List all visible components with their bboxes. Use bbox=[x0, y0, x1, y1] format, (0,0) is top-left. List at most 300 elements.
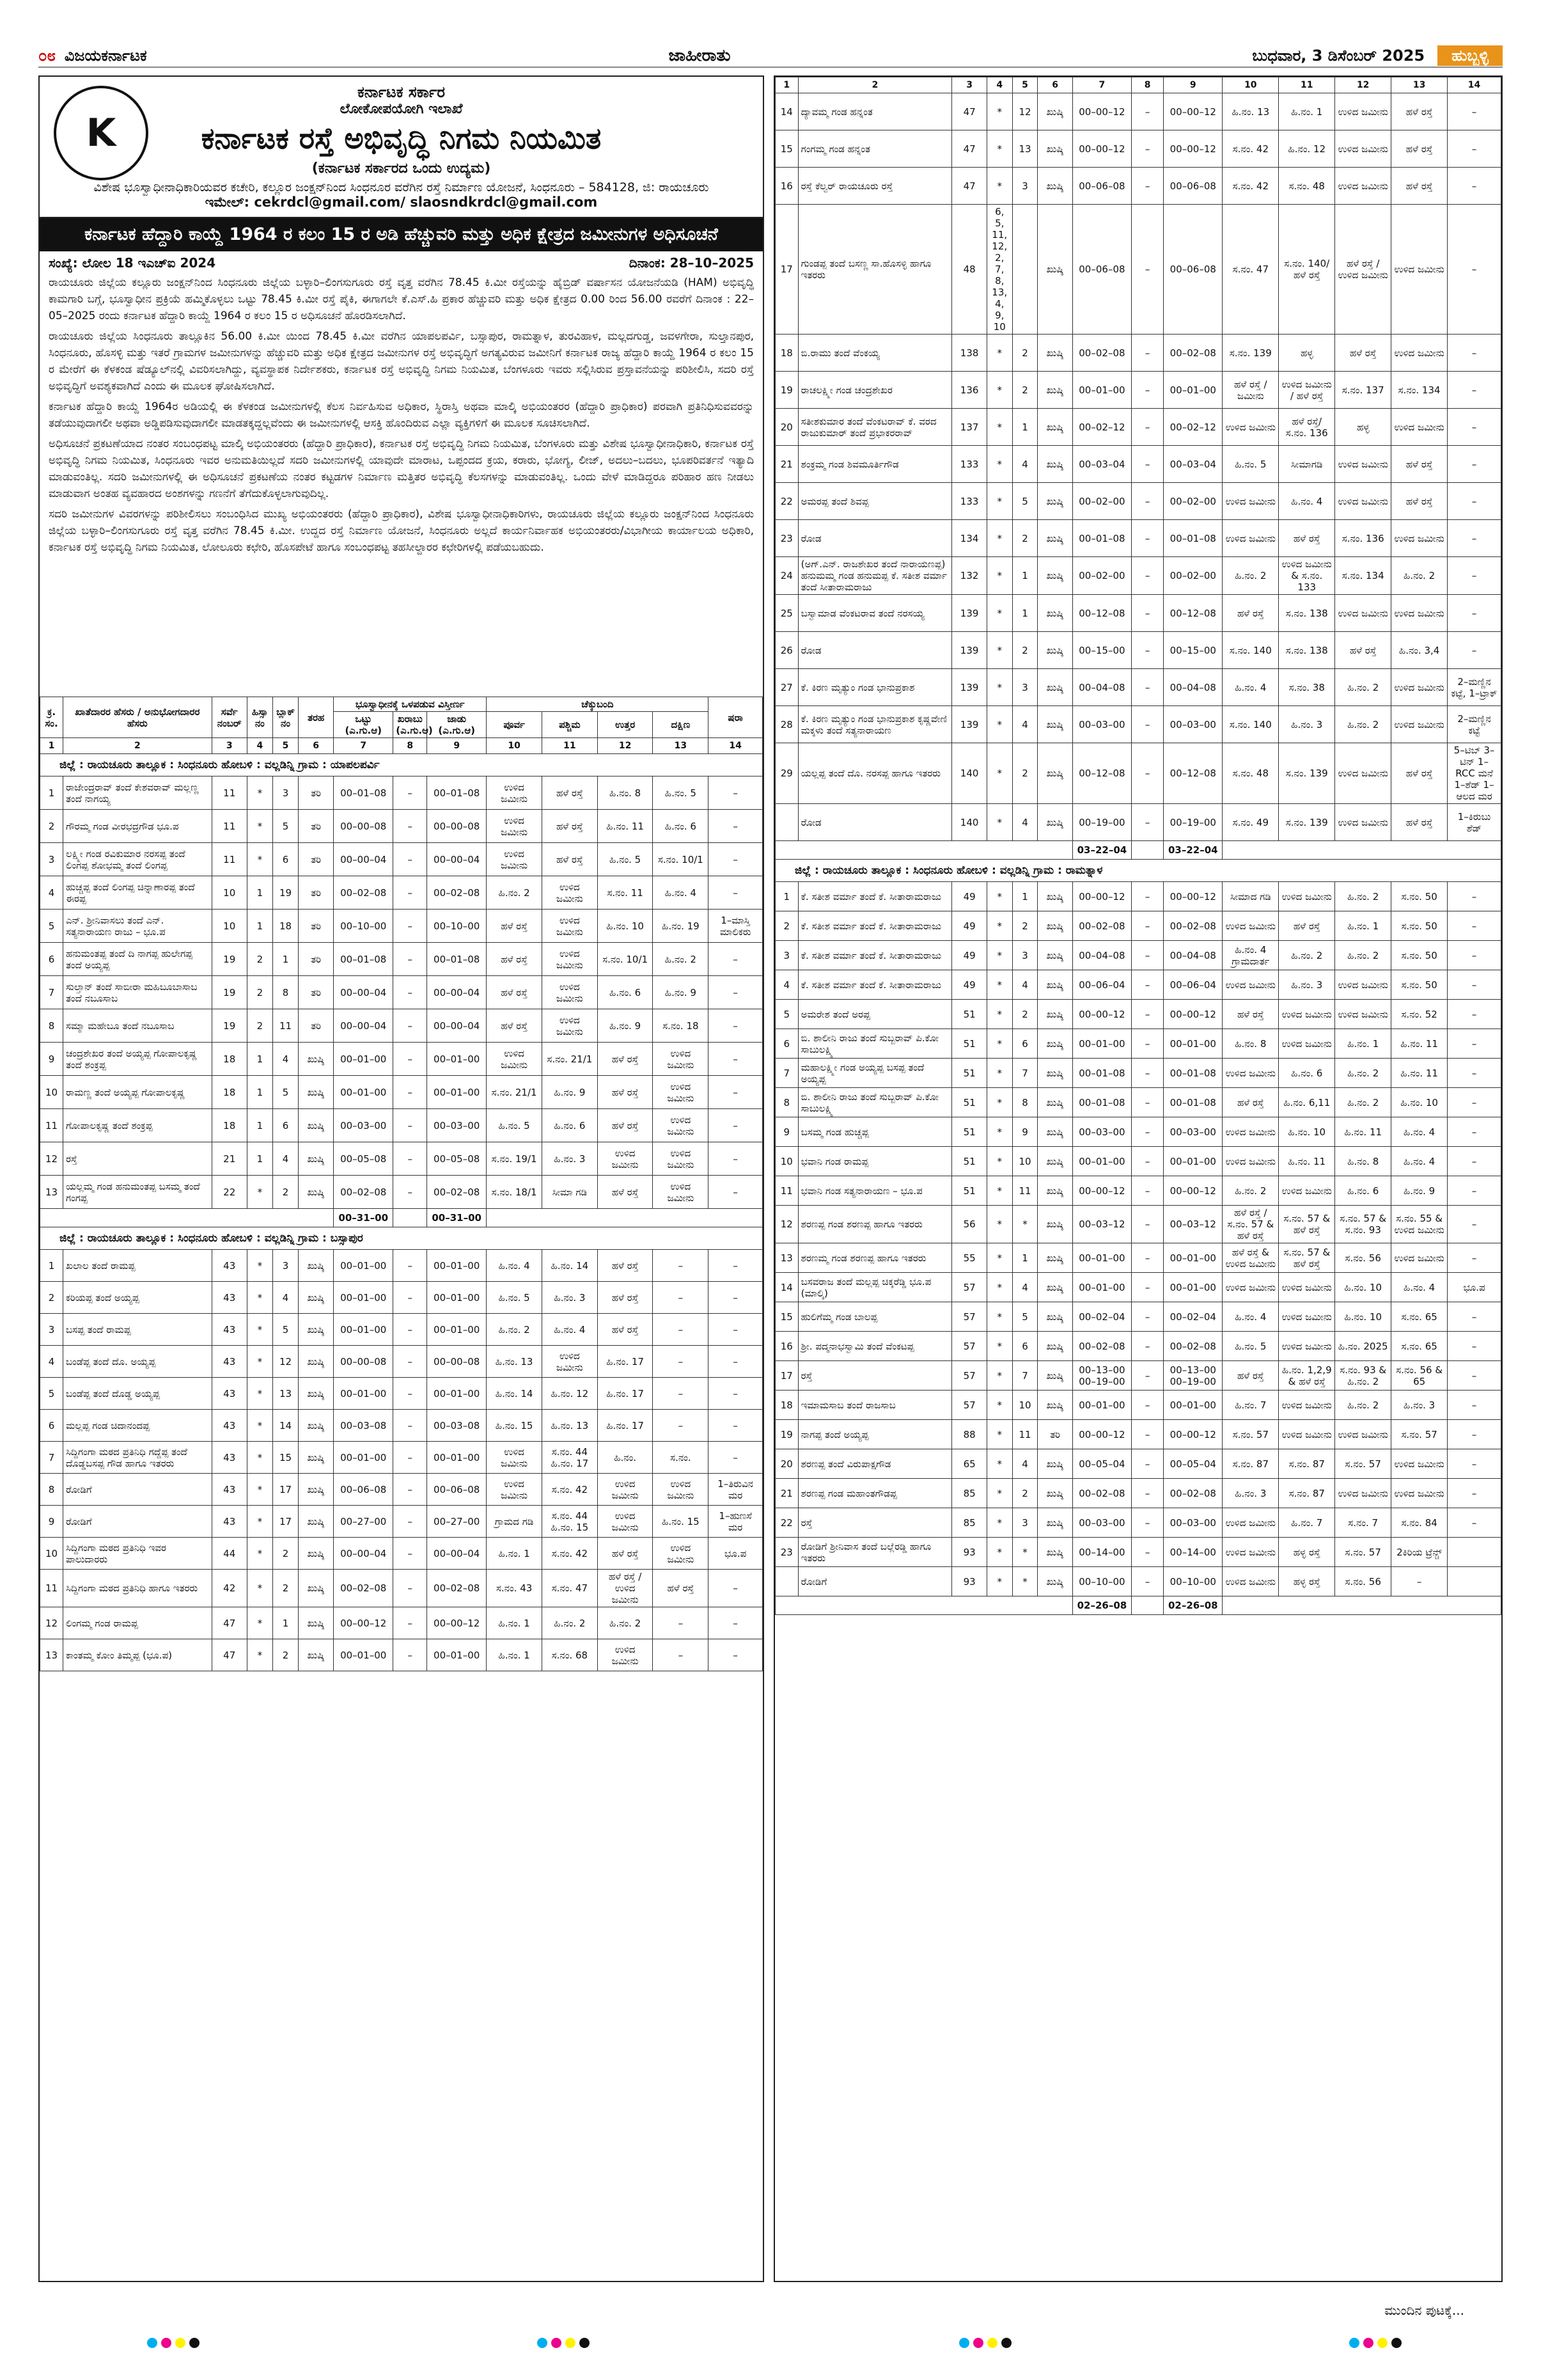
table-cell: * bbox=[247, 1250, 272, 1282]
section-title: ಜಾಹೀರಾತು bbox=[650, 46, 750, 66]
table-cell: * bbox=[987, 1538, 1012, 1567]
table-cell: ಹಿ.ನಂ. 11 bbox=[1279, 1147, 1335, 1176]
table-cell: 00–02–12 bbox=[1164, 409, 1223, 446]
column-number: 8 bbox=[1131, 77, 1163, 93]
table-cell: * bbox=[987, 446, 1012, 483]
table-cell: ಉಳಿದ ಜಮೀನು bbox=[1391, 205, 1448, 335]
table-cell: 00–02–08 bbox=[427, 1176, 487, 1209]
table-cell: ಹಳೆ ರಸ್ತೆ bbox=[597, 1250, 653, 1282]
table-cell: – bbox=[653, 1607, 708, 1639]
table-cell: ಸ.ನಂ. 42 bbox=[542, 1538, 597, 1570]
table-cell: 5 bbox=[40, 1378, 63, 1410]
table-cell: ಖುಷ್ಕಿ bbox=[1038, 1029, 1072, 1059]
table-cell: ಗೋಪಾಲಕೃಷ್ಣ ತಂದೆ ಶಂಕ್ರಪ್ಪ bbox=[63, 1109, 212, 1142]
table-cell: 42 bbox=[212, 1570, 247, 1607]
col-net: ಜಾಡು (ಎ.ಗು.ಆ) bbox=[427, 712, 487, 738]
table-cell: – bbox=[1131, 1059, 1163, 1088]
table-cell: * bbox=[987, 804, 1012, 841]
table-cell: * bbox=[987, 1567, 1012, 1596]
table-cell: 15 bbox=[776, 1302, 799, 1332]
table-cell: – bbox=[1448, 1147, 1501, 1176]
table-cell: ಉಳಿದ ಜಮೀನು bbox=[1279, 1302, 1335, 1332]
table-cell: * bbox=[987, 1117, 1012, 1147]
table-cell: ಹಿ.ನಂ. 4 bbox=[1223, 1302, 1279, 1332]
table-cell: ಹಳ್ಳ bbox=[1279, 335, 1335, 372]
table-cell: ಸ.ನಂ. 139 bbox=[1279, 743, 1335, 804]
table-cell: 19 bbox=[212, 943, 247, 976]
table-cell: ಉಳಿದ ಜಮೀನು bbox=[1279, 1332, 1335, 1361]
table-cell: – bbox=[393, 1076, 427, 1109]
table-row bbox=[40, 1282, 763, 1314]
table-cell: * bbox=[987, 1391, 1012, 1420]
table-cell: ಸ.ನಂ. 138 bbox=[1279, 632, 1335, 669]
table-cell: ಉಳಿದ ಜಮೀನು bbox=[1335, 93, 1391, 130]
table-cell: 139 bbox=[952, 632, 987, 669]
table-cell: – bbox=[1448, 1420, 1501, 1449]
table-cell: 00–01–00 bbox=[334, 1314, 393, 1346]
table-row bbox=[776, 1273, 1501, 1302]
table-cell: ಉಳಿದ ಜಮೀನು bbox=[1335, 1000, 1391, 1029]
table-cell: 19 bbox=[212, 976, 247, 1009]
table-row bbox=[776, 557, 1501, 595]
cyan-dot-icon bbox=[537, 2338, 547, 2348]
yellow-dot-icon bbox=[1377, 2338, 1388, 2348]
table-cell: * bbox=[987, 632, 1012, 669]
table-cell: ಸೀಮಾಗಡಿ bbox=[1279, 446, 1335, 483]
table-cell: 00–01–00 bbox=[334, 1076, 393, 1109]
table-cell: ಖುಷ್ಕಿ bbox=[1038, 1117, 1072, 1147]
table-cell: 00–03–04 bbox=[1072, 446, 1131, 483]
table-row bbox=[776, 520, 1501, 557]
table-cell: – bbox=[1131, 882, 1163, 911]
table-cell: 11 bbox=[212, 776, 247, 810]
table-cell: 00–15–00 bbox=[1164, 632, 1223, 669]
color-registration-marks bbox=[147, 2338, 199, 2348]
table-cell: ಸೀಮಾದ ಗಡಿ bbox=[1223, 882, 1279, 911]
table-cell: 10 bbox=[40, 1538, 63, 1570]
para: ಕರ್ನಾಟಕ ಹೆದ್ದಾರಿ ಕಾಯ್ದೆ 1964ರ ಅಡಿಯಲ್ಲಿ ಈ ಕೆಳಕಂಡ ಜಮೀನುಗಳಲ್ಲಿ ಕೆಲಸ ನಿರ್ವಹಿಸುವ ಅಧಿಕಾರ, ಸ್ಥಿರಾಸ್ತಿ ಅಥವಾ ಮಾಲ್ಕಿ ಅಭಿಯಂತರರ (ಹೆದ್ದಾರಿ ಪ್ರಾಧಿಕಾರ) ಪರವಾಗಿ ಪ್ರತಿನಿಧಿಸುವವರನ್ನು ತಡೆಯುವುದಾಗಲೀ ಅಥವಾ ಅಡ್ಡಿಪಡಿಸುವುದಾಗಲೀ ಮಾಡತಕ್ಕದ್ದಲ್ಲವೆಂದು ಈ ಜಮೀನುಗಳಲ್ಲಿ ಆಸಕ್ತಿ ಹೊಂದಿರುವ ಎಲ್ಲಾ ವ್ಯಕ್ತಿಗಳಿಗೆ ಈ ಮೂಲಕ ಸೂಚಿಸಲಾಗಿದೆ. bbox=[49, 400, 755, 430]
table-cell: ಹಳ್ಳ bbox=[1335, 409, 1391, 446]
table-cell: – bbox=[1131, 941, 1163, 970]
table-cell: ಹಳೆ ರಸ್ತೆ bbox=[1391, 130, 1448, 168]
table-cell: ಖುಷ್ಕಿ bbox=[299, 1410, 334, 1442]
table-cell: ಹಿ.ನಂ. 2 bbox=[653, 943, 708, 976]
column-number: 8 bbox=[393, 738, 427, 754]
table-row bbox=[776, 911, 1501, 941]
table-row bbox=[40, 1109, 763, 1142]
table-cell: – bbox=[708, 1176, 763, 1209]
table-cell: – bbox=[1448, 911, 1501, 941]
table-cell: ಸ.ನಂ. 136 bbox=[1335, 520, 1391, 557]
table-cell: 00–01–00 bbox=[1072, 1029, 1131, 1059]
table-cell: 13 bbox=[40, 1176, 63, 1209]
table-cell: ಉಳಿದ ಜಮೀನು bbox=[1335, 970, 1391, 1000]
table-cell: ಉಳಿದ ಜಮೀನು bbox=[1223, 483, 1279, 520]
table-cell: ಖುಷ್ಕಿ bbox=[299, 1639, 334, 1671]
table-cell: ಸ.ನಂ. 19/1 bbox=[487, 1142, 542, 1176]
table-cell: 00–02–08 bbox=[1164, 1479, 1223, 1508]
table-cell: – bbox=[1448, 1391, 1501, 1420]
table-cell: 00–03–00 bbox=[1164, 706, 1223, 743]
table-cell: 19 bbox=[776, 1420, 799, 1449]
table-cell: ಹಿ.ನಂ. 4 bbox=[487, 1250, 542, 1282]
table-cell: 00–00–12 bbox=[1164, 1420, 1223, 1449]
table-cell: – bbox=[1448, 1000, 1501, 1029]
table-cell: ಖುಷ್ಕಿ bbox=[299, 1314, 334, 1346]
table-cell: ಖುಷ್ಕಿ bbox=[299, 1076, 334, 1109]
table-cell: 00–10–00 bbox=[427, 910, 487, 943]
table-cell: 10 bbox=[1012, 1147, 1038, 1176]
table-cell: 1–ಹುಣಸೆ ಮರ bbox=[708, 1506, 763, 1538]
table-cell: ಹಿ.ನಂ. 2025 bbox=[1335, 1332, 1391, 1361]
table-cell: 9 bbox=[40, 1043, 63, 1076]
table-cell: 00–02–08 bbox=[1072, 1332, 1131, 1361]
table-cell: 8 bbox=[776, 1088, 799, 1117]
table-cell: ಉಳಿದ ಜಮೀನು bbox=[487, 776, 542, 810]
table-cell: – bbox=[1131, 1273, 1163, 1302]
table-cell: ಹಳ್ಳ ರಸ್ತೆ bbox=[1279, 1538, 1335, 1567]
table-cell: 14 bbox=[776, 93, 799, 130]
table-cell: 1 bbox=[1012, 882, 1038, 911]
table-cell: ಸ.ನಂ. 56 & 65 bbox=[1391, 1361, 1448, 1391]
table-cell: – bbox=[393, 1639, 427, 1671]
table-row bbox=[40, 1639, 763, 1671]
table-cell: ಸ.ನಂ. 38 bbox=[1279, 669, 1335, 706]
table-cell: ಭವಾನಿ ಗಂಡ ಸತ್ಯನಾರಾಯಣ – ಭೂ.ಪ bbox=[798, 1176, 952, 1206]
col-sl: ಕ್ರ. ಸಂ. bbox=[40, 697, 63, 738]
column-number-row bbox=[776, 77, 1501, 93]
color-registration-marks bbox=[1349, 2338, 1402, 2348]
table-cell: 00–01–08 bbox=[1164, 1088, 1223, 1117]
table-cell: * bbox=[247, 1378, 272, 1410]
table-cell: – bbox=[1448, 557, 1501, 595]
table-cell: ಹಳೆ ರಸ್ತೆ bbox=[1391, 93, 1448, 130]
table-cell: 47 bbox=[952, 168, 987, 205]
table-row bbox=[776, 1000, 1501, 1029]
table-cell: ಹಳೆ ರಸ್ತೆ bbox=[1223, 595, 1279, 632]
table-cell: * bbox=[987, 93, 1012, 130]
table-cell: 1 bbox=[247, 1076, 272, 1109]
table-cell: 49 bbox=[952, 911, 987, 941]
table-cell: * bbox=[247, 1442, 272, 1474]
table-cell: 139 bbox=[952, 669, 987, 706]
table-cell: ಶರಣಪ್ಪ ತಂದೆ ವಿರುಪಾಕ್ಷಗೌಡ bbox=[798, 1449, 952, 1479]
table-row bbox=[40, 943, 763, 976]
table-cell: ಸ.ನಂ. 7 bbox=[1335, 1508, 1391, 1538]
table-cell: 00–01–00 bbox=[427, 1378, 487, 1410]
table-row bbox=[776, 743, 1501, 804]
table-cell: – bbox=[1448, 595, 1501, 632]
table-cell: ಉಳಿದ ಜಮೀನು bbox=[1223, 520, 1279, 557]
table-cell: 47 bbox=[212, 1607, 247, 1639]
black-dot-icon bbox=[579, 2338, 590, 2348]
table-cell: ಹಳೆ ರಸ್ತೆ/ಸ.ನಂ. 136 bbox=[1279, 409, 1335, 446]
table-cell: * bbox=[247, 1282, 272, 1314]
table-cell: ಹಿ.ನಂ. 9 bbox=[653, 976, 708, 1009]
table-cell: ಹಿ.ನಂ. 10 bbox=[597, 910, 653, 943]
table-row bbox=[776, 1302, 1501, 1332]
table-cell: 2 bbox=[1012, 1479, 1038, 1508]
total-value: 02–26–08 bbox=[1164, 1596, 1223, 1615]
column-number: 5 bbox=[1012, 77, 1038, 93]
table-cell: – bbox=[393, 976, 427, 1009]
table-cell: 00–01–00 bbox=[334, 1378, 393, 1410]
table-cell: 00–02–08 bbox=[1164, 1332, 1223, 1361]
table-cell: – bbox=[393, 843, 427, 876]
table-cell: ಸ.ನಂ. 50 bbox=[1391, 941, 1448, 970]
table-cell: (ಅಗ್.ಎನ್. ರಾಜಶೇಖರ ತಂದೆ ನಾರಾಯಣಪ್ಪ) ಹನುಮಮ್ಮ ಗಂಡ ಹನುಮಪ್ಪ ಕೆ. ಸತೀಶ ವರ್ಮಾ ತಂದೆ ಸೀತಾರಾಮರಾಜು bbox=[798, 557, 952, 595]
table-cell: – bbox=[653, 1378, 708, 1410]
table-cell: ಚಂದ್ರಶೇಖರ ತಂದೆ ಅಯ್ಯಪ್ಪ ಗೋಪಾಲಕೃಷ್ಣ ತಂದೆ ಶಂಕ್ರಪ್ಪ bbox=[63, 1043, 212, 1076]
table-cell: ಸ.ನಂ. 42 bbox=[1223, 130, 1279, 168]
table-cell: ಸ.ನಂ. 57 & ಹಳೆ ರಸ್ತೆ bbox=[1279, 1243, 1335, 1273]
corp-name: ಕರ್ನಾಟಕ ರಸ್ತೆ ಅಭಿವೃದ್ಧಿ ನಿಗಮ ನಿಯಮಿತ bbox=[201, 121, 602, 155]
table-cell: 1 bbox=[40, 1250, 63, 1282]
table-cell: 00–01–08 bbox=[334, 943, 393, 976]
table-cell: 18 bbox=[212, 1109, 247, 1142]
table-cell: ಉಳಿದ ಜಮೀನು bbox=[1223, 970, 1279, 1000]
table-cell: ಸ.ನಂ. 50 bbox=[1391, 911, 1448, 941]
column-number: 6 bbox=[299, 738, 334, 754]
table-cell: – bbox=[393, 1176, 427, 1209]
table-cell: – bbox=[708, 1076, 763, 1109]
table-cell: 00–01–00 bbox=[1164, 1243, 1223, 1273]
table-row bbox=[776, 1029, 1501, 1059]
table-cell: – bbox=[708, 843, 763, 876]
table-cell: – bbox=[393, 1314, 427, 1346]
table-cell: 133 bbox=[952, 446, 987, 483]
table-cell: ಹಿ.ನಂ. 3 bbox=[542, 1142, 597, 1176]
table-row bbox=[40, 1506, 763, 1538]
table-cell: ಗುಂಡಪ್ಪ ತಂದೆ ಬಸಣ್ಣ ಸಾ.ಹೊಸಳ್ಳಿ ಹಾಗೂ ಇತರರು bbox=[798, 205, 952, 335]
table-cell: 2ಕಿರಿಯ ಟ್ರೆನ್ಚ್ bbox=[1391, 1538, 1448, 1567]
table-cell: ಹಿ.ನಂ. 4 ಗ್ರಾಮದಾರ್ತ bbox=[1223, 941, 1279, 970]
table-cell: ಹಳೆ ರಸ್ತೆ bbox=[1279, 520, 1335, 557]
table-cell: ಉಳಿದ ಜಮೀನು bbox=[1223, 1567, 1279, 1596]
table-cell: ಉಳಿದ ಜಮೀನು bbox=[1223, 1538, 1279, 1567]
table-cell: ಸ.ನಂ. 140 bbox=[1223, 706, 1279, 743]
table-cell: 139 bbox=[952, 706, 987, 743]
table-cell: 19 bbox=[776, 372, 799, 409]
table-cell: – bbox=[653, 1346, 708, 1378]
table-cell: ಹಿ.ನಂ. 1 bbox=[1279, 93, 1335, 130]
table-row bbox=[776, 804, 1501, 841]
table-cell: ಖುಷ್ಕಿ bbox=[1038, 446, 1072, 483]
table-cell: ಹಳೆ ರಸ್ತೆ bbox=[542, 810, 597, 843]
table-cell bbox=[1448, 1538, 1501, 1567]
table-cell: 3 bbox=[1012, 1508, 1038, 1538]
table-cell bbox=[776, 804, 799, 841]
table-cell: ಖುಷ್ಕಿ bbox=[1038, 1302, 1072, 1332]
table-row bbox=[776, 1479, 1501, 1508]
table-cell: 00–01–00 bbox=[334, 1442, 393, 1474]
table-cell: 1 bbox=[1012, 409, 1038, 446]
table-row bbox=[776, 1147, 1501, 1176]
table-cell: 9 bbox=[40, 1506, 63, 1538]
table-cell: 00–05–08 bbox=[427, 1142, 487, 1176]
table-cell: – bbox=[1131, 595, 1163, 632]
table-cell: ಖುಷ್ಕಿ bbox=[1038, 1088, 1072, 1117]
table-cell: ಹಿ.ನಂ. 12 bbox=[542, 1378, 597, 1410]
col-block: ಬ್ಲಾಕ್ ನಂ bbox=[272, 697, 298, 738]
table-cell: – bbox=[708, 1282, 763, 1314]
table-cell: – bbox=[393, 1009, 427, 1043]
table-cell: – bbox=[708, 1314, 763, 1346]
column-number: 2 bbox=[63, 738, 212, 754]
table-cell: 23 bbox=[776, 1538, 799, 1567]
table-cell: – bbox=[1131, 1147, 1163, 1176]
table-cell: 00–00–04 bbox=[334, 1009, 393, 1043]
column-number: 10 bbox=[1223, 77, 1279, 93]
table-row bbox=[40, 1314, 763, 1346]
table-cell: – bbox=[1131, 1361, 1163, 1391]
table-cell: 4 bbox=[1012, 706, 1038, 743]
table-cell: ಉಳಿದ ಜಮೀನು bbox=[542, 1346, 597, 1378]
table-cell: ಹಿ.ನಂ. 9 bbox=[542, 1076, 597, 1109]
table-cell: 2 bbox=[1012, 632, 1038, 669]
table-cell: – bbox=[708, 1109, 763, 1142]
table-cell: 00–02–08 bbox=[1164, 911, 1223, 941]
table-cell: 5–ಟಿಬ್ 3–ಟಿನ್ 1–RCC ಮನೆ 1–ಶೆಡ್ 1–ಆಲದ ಮರ bbox=[1448, 743, 1501, 804]
table-cell: 5 bbox=[40, 910, 63, 943]
table-cell: 11 bbox=[40, 1570, 63, 1607]
table-cell: 2 bbox=[1012, 911, 1038, 941]
table-row bbox=[40, 1410, 763, 1442]
table-cell: – bbox=[1131, 335, 1163, 372]
table-cell: 43 bbox=[212, 1250, 247, 1282]
column-number: 13 bbox=[653, 738, 708, 754]
table-cell: ಸ.ನಂ. 10/1 bbox=[597, 943, 653, 976]
table-cell: ಉಳಿದ ಜಮೀನು bbox=[653, 1043, 708, 1076]
table-cell: ಉಳಿದ ಜಮೀನು bbox=[1391, 669, 1448, 706]
table-cell: 00–00–04 bbox=[334, 976, 393, 1009]
table-cell: 2–ಮಣ್ಣಿನ ಕಟ್ಟೆ, 1–ಟ್ರಾಕ್ bbox=[1448, 669, 1501, 706]
section-row bbox=[776, 860, 1501, 882]
table-cell: ಉಳಿದ ಜಮೀನು bbox=[653, 1474, 708, 1506]
table-cell: ಹಿ.ನಂ. 4 bbox=[1391, 1273, 1448, 1302]
cyan-dot-icon bbox=[147, 2338, 157, 2348]
table-cell: 49 bbox=[952, 882, 987, 911]
table-cell: – bbox=[1448, 970, 1501, 1000]
table-cell: ಉಳಿದ ಜಮೀನು bbox=[1335, 130, 1391, 168]
table-cell: 2 bbox=[272, 1176, 298, 1209]
table-cell: ಬಿ. ಶಾಲೀನಿ ರಾಜು ತಂದೆ ಸುಬ್ಬರಾವ್ ಪಿ.ಕೋ ಸಾಬುಲಕ್ಷ್ಮಿ bbox=[798, 1029, 952, 1059]
table-cell: ಹಳೆ ರಸ್ತೆ bbox=[597, 1538, 653, 1570]
total-spacer bbox=[1131, 1596, 1163, 1615]
table-cell: 29 bbox=[776, 743, 799, 804]
table-cell: 18 bbox=[272, 910, 298, 943]
table-cell: 14 bbox=[272, 1410, 298, 1442]
table-cell: 00–03–00 bbox=[334, 1109, 393, 1142]
paper-name: ವಿಜಯಕರ್ನಾಟಕ bbox=[64, 47, 147, 65]
table-cell: ಉಳಿದ ಜಮೀನು bbox=[1391, 595, 1448, 632]
table-cell: ಸ.ನಂ. 21/1 bbox=[487, 1076, 542, 1109]
table-cell: ಹಿ.ನಂ. 8 bbox=[1335, 1147, 1391, 1176]
table-row bbox=[40, 1442, 763, 1474]
col-survey: ಸರ್ವೆ ನಂಬರ್ bbox=[212, 697, 247, 738]
table-cell: ಉಳಿದ ಜಮೀನು bbox=[542, 876, 597, 910]
table-cell: 6 bbox=[1012, 1332, 1038, 1361]
table-cell: ಸೀಮಾ ಗಡಿ bbox=[542, 1176, 597, 1209]
table-row bbox=[776, 1088, 1501, 1117]
table-cell: 00–03–00 bbox=[1164, 1508, 1223, 1538]
total-spacer bbox=[1131, 841, 1163, 860]
table-cell: ಸ.ನಂ. 140/ ಹಳೆ ರಸ್ತೆ bbox=[1279, 205, 1335, 335]
table-cell: ಹುಲಿಗೆಮ್ಮ ಗಂಡ ಬಾಲಪ್ಪ bbox=[798, 1302, 952, 1332]
table-cell: 8 bbox=[1012, 1088, 1038, 1117]
header-row bbox=[40, 697, 763, 712]
table-cell: 00–03–04 bbox=[1164, 446, 1223, 483]
table-cell: 4 bbox=[272, 1142, 298, 1176]
table-cell: 00–03–08 bbox=[334, 1410, 393, 1442]
table-cell: ಹಳೆ ರಸ್ತೆ bbox=[542, 776, 597, 810]
table-cell: 00–01–00 bbox=[1164, 1147, 1223, 1176]
table-cell: – bbox=[1448, 483, 1501, 520]
table-row bbox=[40, 1009, 763, 1043]
table-cell: ಉಳಿದ ಜಮೀನು bbox=[1223, 1117, 1279, 1147]
table-cell: 00–00–12 bbox=[1164, 1000, 1223, 1029]
table-cell: ಸ.ನಂ. 52 bbox=[1391, 1000, 1448, 1029]
table-cell: ಉಳಿದ ಜಮೀನು bbox=[597, 1142, 653, 1176]
table-cell: 18 bbox=[212, 1043, 247, 1076]
table-row bbox=[776, 1508, 1501, 1538]
table-cell: 00–06–08 bbox=[1072, 205, 1131, 335]
table-cell: ಕರಿಯಪ್ಪ ತಂದೆ ಅಯ್ಯಪ್ಪ bbox=[63, 1282, 212, 1314]
table-cell: ಉಳಿದ ಜಮೀನು bbox=[653, 1109, 708, 1142]
table-cell: 18 bbox=[776, 335, 799, 372]
table-cell: 11 bbox=[212, 843, 247, 876]
table-cell: ಭವಾನಿ ಗಂಡ ರಾಮಪ್ಪ bbox=[798, 1147, 952, 1176]
table-row bbox=[40, 1378, 763, 1410]
table-cell: – bbox=[1131, 1243, 1163, 1273]
table-cell: ಹಿ.ನಂ. 5 bbox=[487, 1282, 542, 1314]
table-cell: ಹಿ.ನಂ. 6,11 bbox=[1279, 1088, 1335, 1117]
table-cell: 2 bbox=[1012, 743, 1038, 804]
table-cell: ಸ.ನಂ. 84 bbox=[1391, 1508, 1448, 1538]
table-cell: ಹಿ.ನಂ. 4 bbox=[653, 876, 708, 910]
table-cell: 00–01–00 bbox=[1072, 1147, 1131, 1176]
table-cell: * bbox=[987, 1479, 1012, 1508]
table-cell: ಖುಷ್ಕಿ bbox=[1038, 882, 1072, 911]
table-cell: – bbox=[1131, 1000, 1163, 1029]
table-cell: 00–02–08 bbox=[427, 876, 487, 910]
table-cell: * bbox=[247, 1314, 272, 1346]
table-cell: * bbox=[987, 706, 1012, 743]
table-cell: ಸ.ನಂ. 57 bbox=[1335, 1538, 1391, 1567]
table-cell: ಉಳಿದ ಜಮೀನು bbox=[1223, 1059, 1279, 1088]
table-cell: ಕೆ. ಸತೀಶ ವರ್ಮಾ ತಂದೆ ಕೆ. ಸೀತಾರಾಮರಾಜು bbox=[798, 941, 952, 970]
table-cell: ರೋಡ bbox=[798, 804, 952, 841]
table-cell: ಉಳಿದ ಜಮೀನು bbox=[1223, 1147, 1279, 1176]
table-cell: ಉಳಿದ ಜಮೀನು bbox=[542, 976, 597, 1009]
table-cell: 00–00–12 bbox=[427, 1607, 487, 1639]
table-cell: 00–00–08 bbox=[427, 1346, 487, 1378]
table-cell: ಹಿ.ನಂ. 2 bbox=[487, 1314, 542, 1346]
table-cell: * bbox=[987, 1206, 1012, 1243]
table-cell: – bbox=[1131, 168, 1163, 205]
table-body-left bbox=[40, 738, 763, 1671]
table-cell: ಸ.ನಂ. 57 & ಸ.ನಂ. 93 bbox=[1335, 1206, 1391, 1243]
table-cell: 00–02–08 bbox=[1072, 911, 1131, 941]
table-cell: ಅಮರೇಶ ತಂದೆ ಅರಪ್ಪ bbox=[798, 1000, 952, 1029]
table-cell: 00–00–04 bbox=[334, 1538, 393, 1570]
table-cell: 12 bbox=[1012, 93, 1038, 130]
table-cell: ಖುಷ್ಕಿ bbox=[299, 1607, 334, 1639]
table-cell: – bbox=[393, 1346, 427, 1378]
table-cell: – bbox=[1448, 1361, 1501, 1391]
table-cell: ಹಳೆ ರಸ್ತೆ / ಉಳಿದ ಜಮೀನು bbox=[597, 1570, 653, 1607]
para: ಅಧಿಸೂಚನೆ ಪ್ರಕಟಣೆಯಾದ ನಂತರ ಸಂಬಂಧಪಟ್ಟ ಮಾಲ್ಕಿ ಅಭಿಯಂತರರು (ಹೆದ್ದಾರಿ ಪ್ರಾಧಿಕಾರ), ಕರ್ನಾಟಕ ರಸ್ತೆ ಅಭಿವೃದ್ಧಿ ನಿಗಮ ನಿಯಮಿತ, ಬೆಂಗಳೂರು ಮತ್ತು ವಿಶೇಷ ಭೂಸ್ವಾಧೀನಾಧಿಕಾರಿ, ಕರ್ನಾಟಕ ರಸ್ತೆ ಅಭಿವೃದ್ಧಿ ನಿಗಮ ನಿಯಮಿತ, ಸಿಂಧನೂರು ಇವರ ಅನುಮತಿಯಿಲ್ಲದೆ ಸದರಿ ಜಮೀನುಗಳಲ್ಲಿ ಯಾವುದೇ ಮಾರಾಟ, ಒಪ್ಪಂದದ ಕ್ರಯ, ಕರಾರು, ಭೋಗ್ಯ, ಲೀಜ್, ಅದಲು–ಬದಲು, ಭೂಪರಿವರ್ತನೆ ಇತ್ಯಾದಿ ಮಾಡುವಂತಿಲ್ಲ. ಸದರಿ ಜಮೀನುಗಳಲ್ಲಿ ಈ ಅಧಿಸೂಚನೆ ಪ್ರಕಟಣೆಯ ನಂತರ ಕಟ್ಟಡಗಳ ನಿರ್ಮಾಣ ಮತ್ತಿತರ ಅಭಿವೃದ್ಧಿ ಕೆಲಸಗಳನ್ನು ಮಾಡುವಂತಿಲ್ಲ. ಒಂದು ವೇಳೆ ಮಾಡಿದ್ದರೂ ಪರಿಹಾರ ಹಣ ನೀಡಲು ಮಾಡುವಾಗ ಅಂತಹ ವ್ಯವಹಾರದ ಅಂಶಗಳನ್ನು ಗಣನೆಗೆ ತೆಗೆದುಕೊಳ್ಳಲಾಗುವುದಿಲ್ಲ. bbox=[49, 437, 754, 500]
